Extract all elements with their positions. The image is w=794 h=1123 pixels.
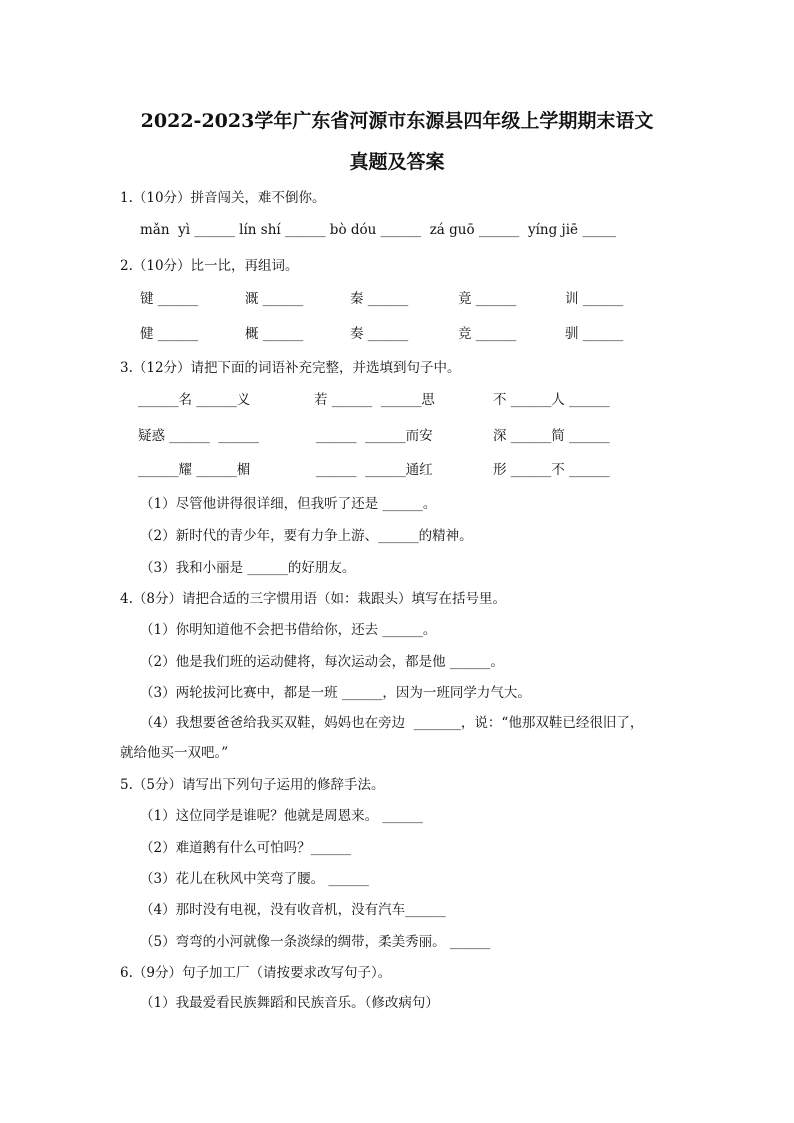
q2-item: 驯 ______ (565, 326, 624, 342)
q4-sub: （2）他是我们班的运动健将，每次运动会，都是他 ______。 (140, 654, 504, 670)
doc-title-line2: 真题及答案 (349, 151, 445, 173)
q5-sub: （1）这位同学是谁呢？他就是周恩来。 ______ (140, 808, 423, 824)
q1-pinyin: mǎn yì ______ lín shí ______ bò dóu ______ zá guō ______ yíng jiē _____ (140, 222, 617, 238)
q2-item: 键 ______ (140, 291, 199, 307)
q3-item: ______名 ______义 (138, 392, 251, 408)
q3-sub: （2）新时代的青少年，要有力争上游、______的精神。 (140, 528, 473, 544)
q2-item: 健 ______ (140, 326, 199, 342)
q3-sub: （1）尽管他讲得很详细，但我听了还是 ______。 (140, 496, 437, 512)
q3-item: ______ ______而安 (316, 428, 433, 444)
q3-item: ______耀 ______楣 (138, 462, 251, 478)
q4-sub: （3）两轮拔河比赛中，都是一班 ______，因为一班同学力气大。 (140, 685, 531, 701)
q5-sub: （2）难道鹅有什么可怕吗？______ (140, 840, 352, 856)
q5-sub: （5）弯弯的小河就像一条淡绿的绸带，柔美秀丽。 ______ (140, 934, 491, 950)
q2-item: 训 ______ (565, 291, 624, 307)
q4-sub-continuation: 就给他买一双吧。” (120, 745, 229, 761)
q5-sub: （4）那时没有电视，没有收音机，没有汽车______ (140, 902, 446, 918)
q2-item: 秦 ______ (350, 291, 409, 307)
q4-heading: 4.（8分）请把合适的三字惯用语（如：栽跟头）填写在括号里。 (120, 591, 506, 607)
q2-item: 竟 ______ (458, 291, 517, 307)
doc-title-line1: 2022-2023学年广东省河源市东源县四年级上学期期末语文 (140, 110, 654, 132)
q3-item: 若 ______ ______思 (314, 392, 435, 408)
q2-item: 溉 ______ (245, 291, 304, 307)
q2-item: 概 ______ (245, 326, 304, 342)
q2-heading: 2.（10分）比一比，再组词。 (120, 258, 299, 274)
q3-item: ______ ______通红 (316, 462, 433, 478)
q3-item: 深 ______简 ______ (493, 428, 610, 444)
q3-item: 不 ______人 ______ (493, 392, 610, 408)
q5-heading: 5.（5分）请写出下列句子运用的修辞手法。 (120, 777, 385, 793)
q6-heading: 6.（9分）句子加工厂（请按要求改写句子）。 (120, 965, 392, 981)
q3-item: 疑惑 ______ ______ (138, 428, 259, 444)
q2-item: 竞 ______ (458, 326, 517, 342)
q4-sub: （1）你明知道他不会把书借给你，还去 ______。 (140, 622, 437, 638)
q3-item: 形 ______不 ______ (493, 462, 610, 478)
q5-sub: （3）花儿在秋风中笑弯了腰。 ______ (140, 871, 369, 887)
q4-sub: （4）我想要爸爸给我买双鞋，妈妈也在旁边 _______，说：“他那双鞋已经很旧了， (140, 715, 644, 731)
q3-sub: （3）我和小丽是 ______的好朋友。 (140, 560, 356, 576)
q3-heading: 3.（12分）请把下面的词语补充完整，并选填到句子中。 (120, 360, 461, 376)
q1-heading: 1.（10分）拼音闯关，难不倒你。 (120, 190, 326, 206)
q2-item: 奏 ______ (350, 326, 409, 342)
q6-sub: （1）我最爱看民族舞蹈和民族音乐。（修改病句） (140, 995, 439, 1011)
